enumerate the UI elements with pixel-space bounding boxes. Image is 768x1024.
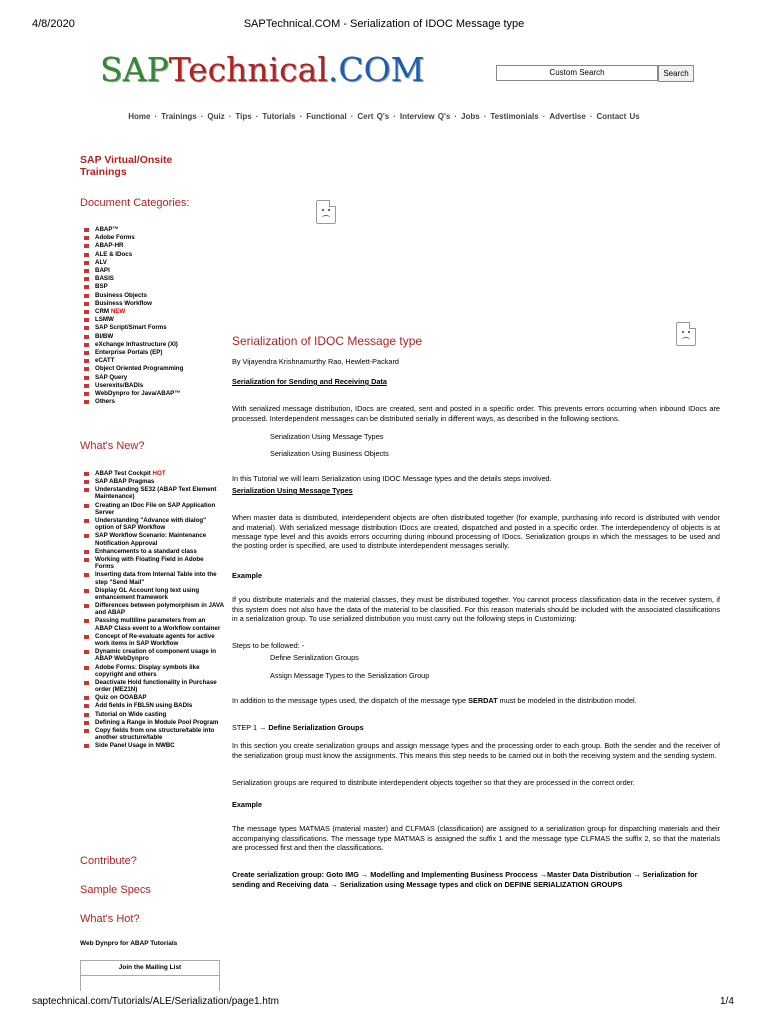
category-link[interactable]: LSMW [84,316,183,324]
category-link[interactable]: BAPI [84,267,183,275]
nav-separator: · [154,112,158,121]
example-heading-2: Example [232,800,263,809]
nav-link-cert-q-s[interactable]: Cert Q's [357,112,390,121]
whats-new-link[interactable]: Passing multiline parameters from an ABAP Class event to a Workflow container [84,617,224,632]
category-link[interactable]: SAP Script/Smart Forms [84,324,183,332]
hot-badge: HOT [150,470,166,477]
paragraph-create-groups: In this section you create serialization groups and assign message types and the processing order to each group. Both the sender and the receiver of the serialization group must know the assignments. This means this step needs to be carried out in both the receiving system and the sending system. [232,741,720,760]
category-link[interactable]: SAP Query [84,374,183,382]
broken-image-icon [676,322,696,346]
top-nav [0,112,768,121]
logo-part-technical: Technical [168,50,328,89]
broken-image-icon [316,200,336,224]
category-link[interactable]: Business Objects [84,292,183,300]
article-author: By Vijayendra Krishnamurthy Rao, Hewlett-Packard [232,357,399,366]
nav-separator: · [228,112,232,121]
new-badge: NEW [109,308,126,316]
category-link[interactable]: ABAP-HR [84,242,183,250]
nav-separator: · [200,112,204,121]
whats-new-link[interactable]: Display GL Account long text using enhancement framework [84,587,224,602]
nav-link-interview-q-s[interactable]: Interview Q's [399,112,451,121]
contribute-link[interactable]: Contribute? [80,855,137,867]
logo-part-sap: SAP [100,50,169,89]
category-list [84,226,183,406]
category-link[interactable]: Enterprise Portals (EP) [84,349,183,357]
bullet-define-groups: Define Serialization Groups [270,653,359,662]
whats-new-link[interactable]: Enhancements to a standard class [84,548,224,555]
bullet-business-objects: Serialization Using Business Objects [270,449,389,458]
category-link[interactable]: Adobe Forms [84,234,183,242]
whats-new-heading: What's New? [80,440,145,452]
print-page-title: SAPTechnical.COM - Serialization of IDOC Message type [243,18,525,30]
whats-new-link[interactable]: Quiz on OOABAP [84,694,224,701]
step-1-heading [232,723,720,732]
whats-new-link[interactable]: Creating an IDoc File on SAP Application Server [84,502,224,517]
serdat-text-2: must be modeled in the distribution model. [497,696,637,706]
whats-new-link[interactable]: Copy fields from one structure/table into another structure/table [84,727,224,742]
category-link[interactable]: WebDynpro for Java/ABAP™ [84,390,183,398]
nav-separator: · [299,112,303,121]
sample-specs-link[interactable]: Sample Specs [80,884,151,896]
whats-new-link[interactable]: SAP Workflow Scenario: Maintenance Notification Approval [84,532,224,547]
trainings-link[interactable] [80,154,172,178]
search-input[interactable]: Custom Search [496,65,658,81]
web-dynpro-tutorials-link[interactable]: Web Dynpro for ABAP Tutorials [80,940,178,947]
mailing-divider [81,975,219,976]
whats-new-link[interactable]: Deactivate Hold functionality in Purchase order (ME21N) [84,679,224,694]
print-page-number: 1/4 [720,996,734,1007]
whats-new-link[interactable]: Adobe Forms: Display symbols like copyright and others [84,664,224,679]
search-button[interactable]: Search [658,65,694,82]
whats-hot-heading: What's Hot? [80,913,140,925]
nav-link-tips[interactable]: Tips [235,112,252,121]
mailing-list-box [80,960,220,991]
nav-separator: · [454,112,458,121]
bullet-message-types: Serialization Using Message Types [270,432,384,441]
paragraph-master-data: When master data is distributed, interdependent objects are often distributed together (for example, purchasing info record is distributed with vendor and material). With serialized message distribution IDocs are created, dispatched and posted in a specific order. The interdependency of objects is at message type level and this avoids errors occurring during inbound processing of IDocs. Serialization groups in which the messages to be used and the posting order is specified, are used to distribute interdependent messages serially. [232,513,720,551]
category-link[interactable]: BASIS [84,275,183,283]
nav-link-contact-us[interactable]: Contact Us [596,112,640,121]
category-link[interactable]: BI/BW [84,333,183,341]
nav-link-advertise[interactable]: Advertise [549,112,586,121]
category-link[interactable]: CRM NEW [84,308,183,316]
whats-new-link[interactable]: Concept of Re-evaluate agents for active work items in SAP Workflow [84,633,224,648]
document-categories-heading: Document Categories: [80,197,190,209]
nav-link-trainings[interactable]: Trainings [161,112,197,121]
paragraph-tutorial: In this Tutorial we will learn Serialization using IDOC Message types and the details steps involved. [232,474,552,484]
paragraph-steps: Steps to be followed: - [232,641,305,651]
category-link[interactable]: ALE & IDocs [84,251,183,259]
article-title: Serialization of IDOC Message type [232,334,423,348]
whats-new-link[interactable]: Side Panel Usage in NWBC [84,742,224,749]
category-link[interactable]: Object Oriented Programming [84,365,183,373]
section-heading-sending-receiving: Serialization for Sending and Receiving Data [232,377,387,386]
serdat-text-1: In addition to the message types used, the dispatch of the message type [232,696,469,706]
nav-separator: · [255,112,259,121]
whats-new-link[interactable]: Inserting data from Internal Table into the step "Send Mail" [84,571,224,586]
logo-part-com: .COM [327,50,425,89]
site-logo[interactable] [100,50,424,89]
category-link[interactable]: ALV [84,259,183,267]
paragraph-groups-required: Serialization groups are required to distribute interdependent objects together so that they are processed in the correct order. [232,778,635,788]
category-link[interactable]: Others [84,398,183,406]
mailing-list-label: Join the Mailing List [118,964,182,971]
paragraph-serdat [232,696,720,705]
category-link[interactable]: eXchange Infrastructure (XI) [84,341,183,349]
whats-new-link[interactable]: Dynamic creation of component usage in ABAP WebDynpro [84,648,224,663]
print-url: saptechnical.com/Tutorials/ALE/Serialization/page1.htm [32,996,279,1007]
print-date: 4/8/2020 [32,18,75,30]
nav-link-testimonials[interactable]: Testimonials [490,112,539,121]
paragraph-matmas: The message types MATMAS (material master) and CLFMAS (classification) are assigned to a serialization group for dispatching materials and their accompanying classifications. The message type MATMAS is assigned the suffix 1 and the message type CLFMAS the suffix 2, so that the materials are processed first and then the classifications. [232,824,720,852]
whats-new-link[interactable]: Tutorial on Wide casting [84,711,224,718]
nav-link-home[interactable]: Home [128,112,151,121]
whats-new-link[interactable]: Understanding "Advance with dialog" option of SAP Workflow [84,517,224,532]
whats-new-link[interactable]: Differences between polymorphism in JAVA and ABAP [84,602,224,617]
nav-separator: · [393,112,396,121]
example-heading-1: Example [232,571,263,580]
nav-separator: · [483,112,487,121]
step-1-label: STEP 1 → [232,723,269,733]
category-link[interactable]: eCATT [84,357,183,365]
category-link[interactable]: ABAP™ [84,226,183,234]
trainings-line-2: Trainings [80,166,127,178]
category-link[interactable]: Business Workflow [84,300,183,308]
category-link[interactable]: BSP [84,283,183,291]
paragraph-create-group-path: Create serialization group: Goto IMG → Modelling and Implementing Business Proccess →Master Data Distribution → Serialization for sending and Receiving data → Serialization using Message types and click on DEFINE SERIALIZATION GROUPS [232,870,698,889]
nav-separator: · [350,112,354,121]
section-heading-message-types: Serialization Using Message Types [232,486,353,495]
paragraph-intro: With serialized message distribution, IDocs are created, sent and posted in a specific order. This prevents errors occurring when inbound IDocs are processed. Interdependent messages can be distributed serially in different ways, as described in the following sections. [232,404,720,423]
whats-new-link[interactable]: Working with Floating Field in Adobe Forms [84,556,224,571]
nav-link-tutorials[interactable]: Tutorials [262,112,296,121]
whats-new-link[interactable]: ABAP Test Cockpit HOT [84,470,224,477]
nav-separator: · [589,112,593,121]
step-1-title: Define Serialization Groups [268,723,364,733]
whats-new-link[interactable]: Add fields in FBL5N using BADIs [84,702,224,709]
whats-new-link[interactable]: Defining a Range in Module Pool Program [84,719,224,726]
whats-new-link[interactable]: SAP ABAP Pragmas [84,478,224,485]
category-link[interactable]: Userexits/BADIs [84,382,183,390]
nav-link-quiz[interactable]: Quiz [207,112,225,121]
paragraph-materials: If you distribute materials and the material classes, they must be distributed together. You cannot process classification data in the receiver system, if this system does not also have the data of the material to be classified. For this reason materials should be included with the associated classifications in a serialization group. To use serialized distribution you must carry out the following steps in Customizing: [232,595,720,623]
serdat-keyword: SERDAT [468,696,498,706]
bullet-assign-types: Assign Message Types to the Serialization Group [270,671,430,680]
nav-link-functional[interactable]: Functional [306,112,347,121]
whats-new-list [84,470,224,750]
whats-new-link[interactable]: Understanding SE32 (ABAP Text Element Maintenance) [84,486,224,501]
trainings-line-1: SAP Virtual/Onsite [80,154,173,166]
nav-separator: · [542,112,546,121]
nav-link-jobs[interactable]: Jobs [461,112,480,121]
